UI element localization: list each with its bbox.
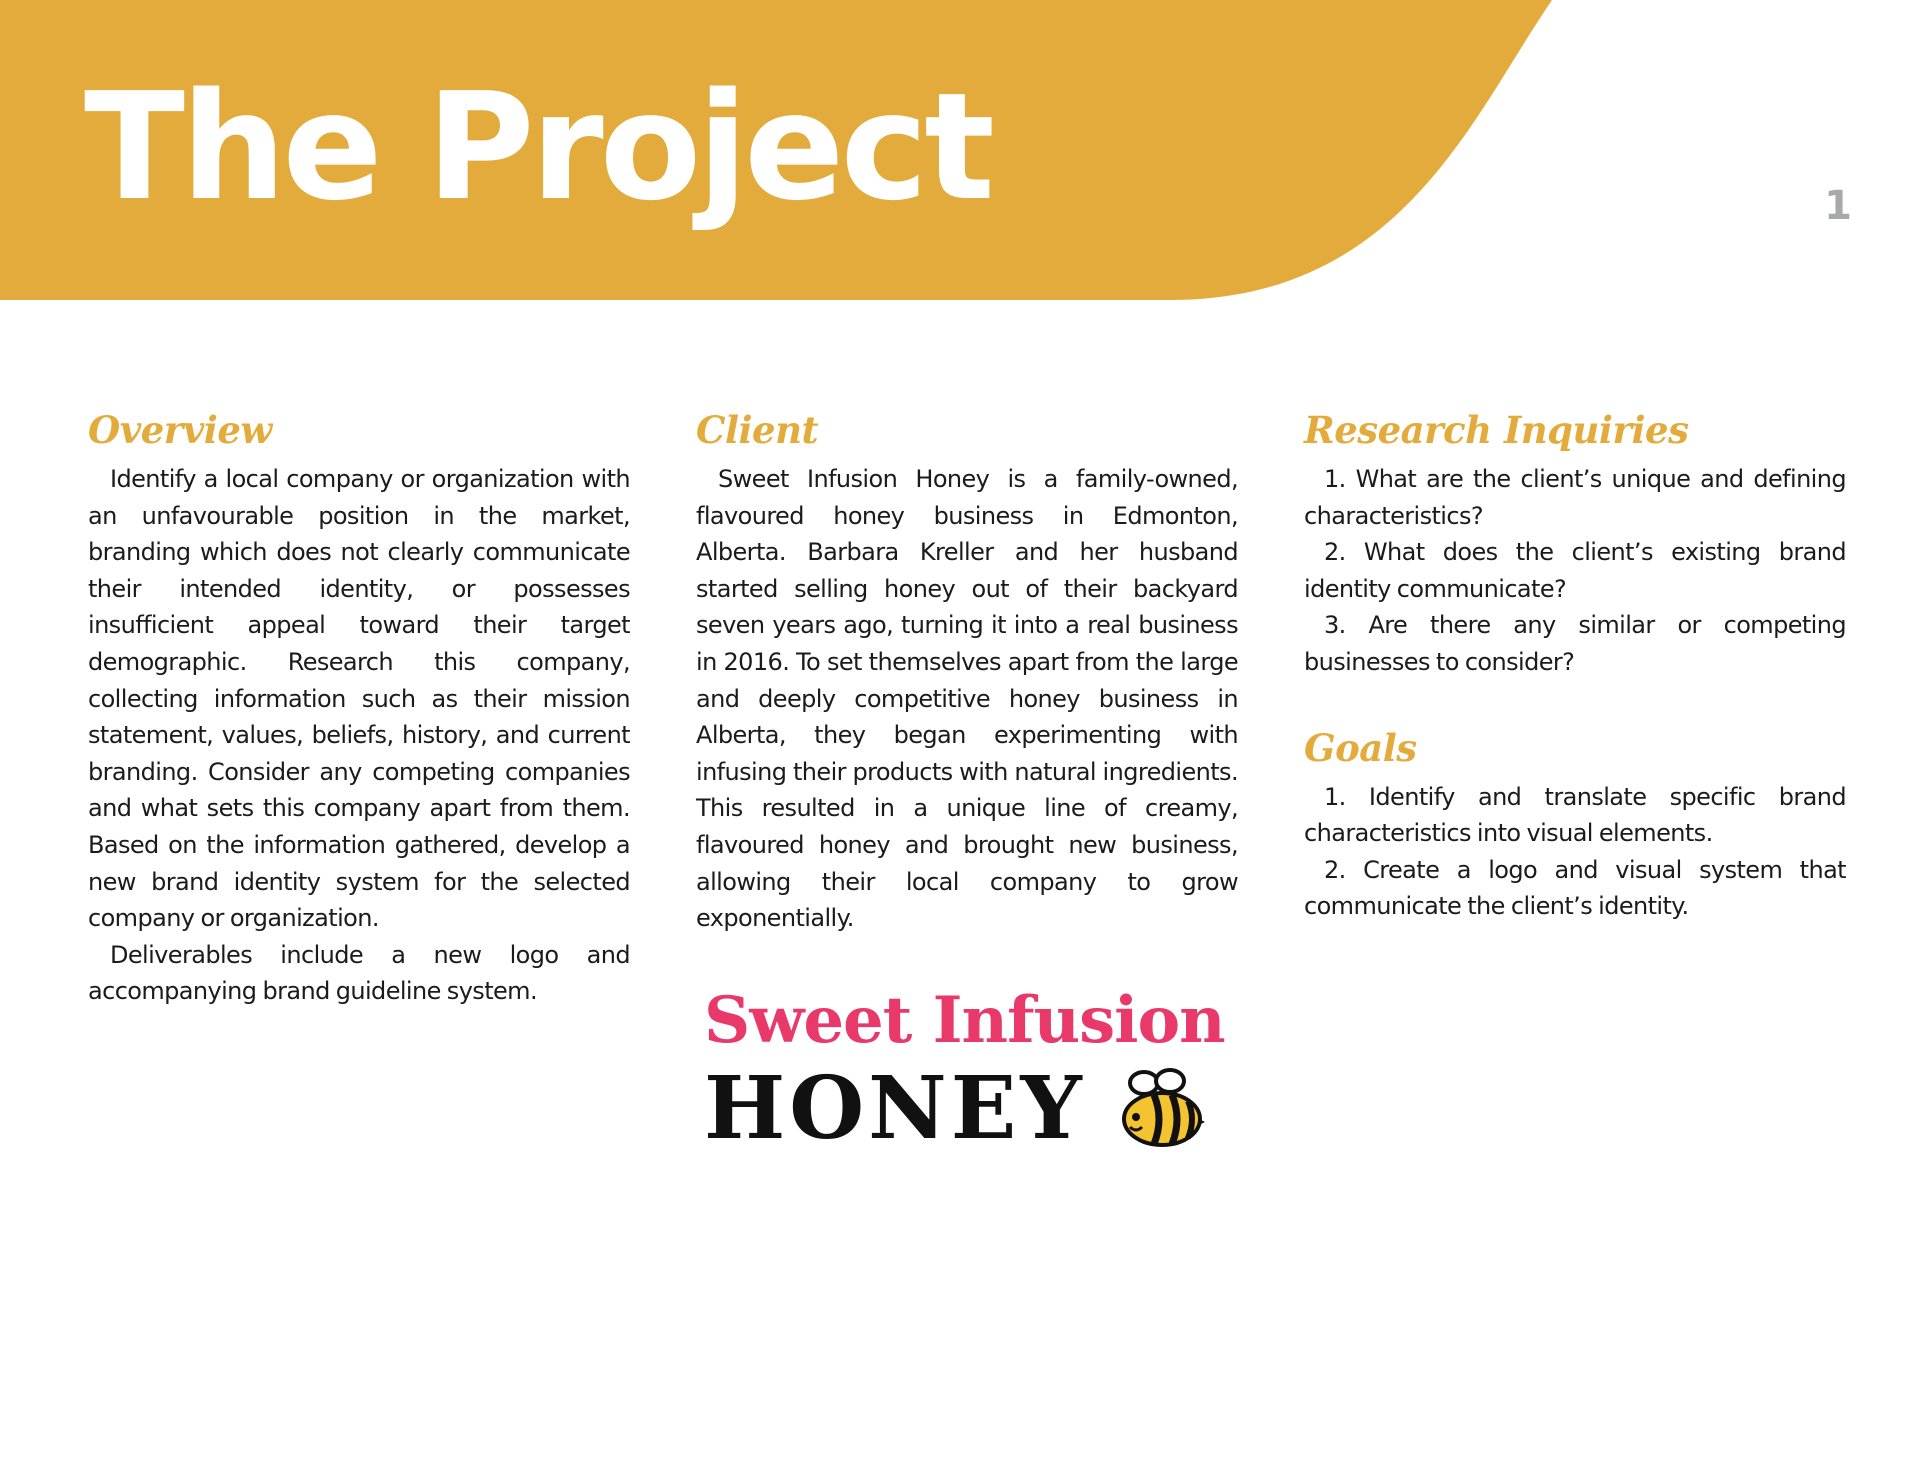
research-item-2: 2. What does the client’s existing brand identity communicate?: [1304, 538, 1846, 603]
bee-icon: [1110, 1067, 1206, 1151]
goals-heading: Goals: [1304, 725, 1417, 770]
research-goals-section: [1304, 405, 1846, 925]
overview-section: [88, 405, 630, 1010]
page-title: The Project: [84, 61, 991, 233]
logo-wordmark-honey: HONEY: [704, 1057, 1086, 1159]
deliverables-paragraph: Deliverables include a new logo and accompanying brand guideline system.: [88, 940, 630, 1006]
overview-paragraph: Identify a local company or organization with an unfavourable position in the market, branding which does not clearly communicate their intended identity, or possesses insufficient appeal toward their target demographic. Research this company, collecting information such as their mission statement, values, beliefs, history, and current branding. Consider any competing companies and what sets this company apart from them. Based on the information gathered, develop a new brand identity system for the selected company or organization.: [88, 465, 630, 933]
page-number: 1: [1824, 183, 1852, 229]
research-item-3: 3. Are there any similar or competing businesses to consider?: [1304, 611, 1846, 676]
overview-heading: Overview: [88, 408, 272, 452]
logo-wordmark-sweet-infusion: Sweet Infusion: [704, 982, 1225, 1058]
research-item-1: 1. What are the client’s unique and defining characteristics?: [1304, 465, 1846, 530]
client-heading: Client: [696, 408, 819, 452]
goals-item-1: 1. Identify and translate specific brand characteristics into visual elements.: [1304, 782, 1846, 848]
logo-bottom-row: [704, 1057, 1234, 1159]
goals-item-2: 2. Create a logo and visual system that communicate the client’s identity.: [1304, 855, 1846, 921]
client-paragraph: Sweet Infusion Honey is a family-owned, flavoured honey business in Edmonton, Alberta. Barbara Kreller and her husband started selling honey out of their backyard seven years ago, turning it into a real business in 2016. To set themselves apart from the large and deeply competitive honey business in Alberta, they began experimenting with infusing their products with natural ingredients. This resulted in a unique line of creamy, flavoured honey and brought new business, allowing their local company to grow exponentially.: [696, 465, 1238, 933]
client-section: [696, 405, 1238, 1159]
research-heading: Research Inquiries: [1304, 408, 1689, 452]
client-logo: [704, 982, 1234, 1159]
